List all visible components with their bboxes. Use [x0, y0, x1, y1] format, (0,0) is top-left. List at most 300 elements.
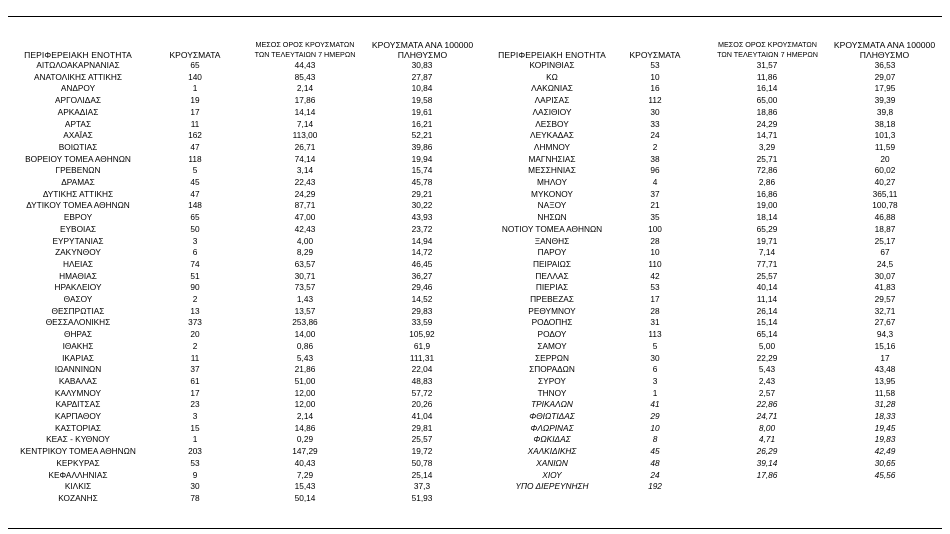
avg-cell: 7,14: [296, 118, 314, 129]
per100k-cell: 25,17: [874, 235, 896, 246]
cases-cell: 3: [192, 411, 198, 421]
avg-cell: 5,43: [758, 364, 776, 375]
cases-cell: 38: [650, 153, 660, 164]
per100k-cell: 14,94: [411, 235, 433, 246]
region-cell: ΚΕΦΑΛΛΗΝΙΑΣ: [48, 469, 108, 480]
region-cell: ΑΝΔΡΟΥ: [60, 83, 96, 94]
cases-cell: 20: [190, 329, 200, 340]
avg-cell: 4,71: [758, 434, 776, 445]
cases-cell: 10: [650, 71, 660, 82]
table-row-right: [0, 177, 950, 189]
cases-cell: 110: [648, 258, 662, 269]
avg-cell: 63,57: [294, 258, 316, 269]
avg-cell: 15,14: [756, 317, 778, 328]
cases-cell: 45: [190, 177, 200, 187]
cases-cell: 5: [192, 165, 198, 176]
cases-cell: 140: [188, 71, 202, 82]
avg-cell: 8,00: [758, 422, 776, 433]
cases-cell: 6: [652, 364, 658, 375]
avg-cell: 77,71: [756, 258, 778, 269]
per100k-cell: 17,95: [874, 83, 896, 94]
avg-cell: 113,00: [292, 130, 318, 141]
cases-cell: 90: [190, 282, 200, 293]
avg-cell: 18,14: [756, 212, 778, 223]
cases-cell: 17: [190, 387, 200, 398]
cases-cell: 24: [650, 469, 660, 480]
cases-cell: 96: [650, 165, 660, 176]
cases-cell: 373: [188, 317, 202, 328]
per100k-cell: 31,28: [874, 399, 896, 410]
region-cell: ΚΟΖΑΝΗΣ: [58, 492, 98, 503]
avg-cell: 44,43: [294, 60, 316, 70]
per100k-cell: 38,18: [874, 118, 896, 129]
avg-cell: 42,43: [294, 223, 316, 234]
avg-cell: 39,14: [756, 457, 778, 468]
cases-cell: 10: [650, 422, 660, 433]
cases-cell: 203: [188, 446, 202, 457]
region-cell: ΜΥΚΟΝΟΥ: [531, 188, 573, 199]
per100k-cell: 60,02: [874, 165, 896, 176]
avg-cell: 74,14: [294, 153, 316, 164]
cases-cell: 17: [190, 106, 200, 117]
region-cell: ΒΟΡΕΙΟΥ ΤΟΜΕΑ ΑΘΗΝΩΝ: [25, 153, 131, 164]
region-cell: ΧΑΝΙΩΝ: [536, 457, 568, 468]
avg-cell: 40,14: [756, 282, 778, 293]
avg-cell: 1,43: [296, 294, 314, 304]
region-cell: ΝΑΞΟΥ: [537, 200, 567, 211]
cases-cell: 11: [190, 352, 200, 363]
per100k-cell: 36,53: [874, 60, 896, 70]
table-row-right: [0, 119, 950, 131]
cases-cell: 65: [190, 212, 200, 223]
per100k-cell: 27,87: [411, 71, 433, 82]
cases-cell: 24: [650, 130, 660, 141]
per100k-cell: 43,93: [411, 212, 433, 223]
cases-cell: 2: [192, 294, 198, 304]
region-cell: ΡΕΘΥΜΝΟΥ: [528, 305, 576, 316]
region-cell: ΧΙΟΥ: [542, 469, 562, 480]
cases-cell: 1: [192, 434, 198, 445]
per100k-cell: 42,49: [874, 446, 896, 457]
cases-cell: 28: [650, 235, 660, 246]
header-avg-left: ΜΕΣΟΣ ΟΡΟΣ ΚΡΟΥΣΜΑΤΩΝ ΤΩΝ ΤΕΛΕΥΤΑΙΩΝ 7 ΗΜΕΡΩΝ: [254, 40, 356, 59]
per100k-cell: 30,83: [411, 60, 433, 70]
table-row-right: [0, 364, 950, 376]
avg-cell: 50,14: [294, 492, 316, 503]
per100k-cell: 67: [880, 247, 890, 258]
avg-cell: 17,86: [294, 95, 316, 106]
region-cell: ΘΑΣΟΥ: [63, 294, 93, 304]
avg-cell: 25,57: [756, 270, 778, 281]
table-row-right: [0, 154, 950, 166]
per100k-cell: 13,95: [874, 375, 896, 386]
cases-cell: 65: [190, 60, 200, 70]
avg-cell: 65,29: [756, 223, 778, 234]
per100k-cell: 39,39: [874, 95, 896, 106]
header-per100k-left: ΚΡΟΥΣΜΑΤΑ ΑΝΑ 100000 ΠΛΗΘΥΣΜΟ: [371, 40, 474, 60]
avg-cell: 47,00: [294, 212, 316, 223]
region-cell: ΛΕΥΚΑΔΑΣ: [530, 130, 574, 141]
per100k-cell: 20: [880, 153, 890, 164]
cases-cell: 45: [650, 446, 660, 457]
header-per100k-right: ΚΡΟΥΣΜΑΤΑ ΑΝΑ 100000 ΠΛΗΘΥΣΜΟ: [833, 40, 936, 60]
region-cell: ΗΜΑΘΙΑΣ: [59, 270, 97, 281]
per100k-cell: 41,04: [411, 411, 433, 421]
region-cell: ΚΕΝΤΡΙΚΟΥ ΤΟΜΕΑ ΑΘΗΝΩΝ: [20, 446, 136, 457]
per100k-cell: 41,83: [874, 282, 896, 293]
cases-cell: 6: [192, 247, 198, 258]
cases-cell: 16: [650, 83, 660, 94]
avg-cell: 2,14: [296, 83, 314, 94]
per100k-cell: 100,78: [872, 200, 898, 211]
avg-cell: 0,86: [296, 340, 314, 351]
per100k-cell: 11,58: [874, 387, 896, 398]
region-cell: ΑΡΓΟΛΙΔΑΣ: [55, 95, 101, 106]
cases-cell: 50: [190, 223, 200, 234]
region-cell: ΙΘΑΚΗΣ: [62, 340, 94, 351]
region-cell: ΚΙΛΚΙΣ: [64, 481, 92, 492]
avg-cell: 13,57: [294, 305, 316, 316]
per100k-cell: 19,72: [411, 446, 433, 457]
cases-cell: 23: [190, 399, 200, 410]
region-cell: ΚΩ: [546, 71, 558, 82]
per100k-cell: 30,07: [874, 270, 896, 281]
avg-cell: 18,86: [756, 106, 778, 117]
avg-cell: 87,71: [294, 200, 316, 211]
per100k-cell: 105,92: [409, 329, 435, 340]
per100k-cell: 45,78: [411, 177, 433, 187]
per100k-cell: 36,27: [411, 270, 433, 281]
cases-cell: 3: [652, 375, 658, 386]
table-row-right: [0, 306, 950, 318]
cases-cell: 30: [650, 352, 660, 363]
region-cell: ΑΡΚΑΔΙΑΣ: [57, 106, 99, 117]
per100k-cell: 29,46: [411, 282, 433, 293]
table-row-right: [0, 376, 950, 388]
region-cell: ΔΥΤΙΚΟΥ ΤΟΜΕΑ ΑΘΗΝΩΝ: [26, 200, 130, 211]
top-rule: [8, 16, 942, 17]
bottom-rule: [8, 528, 942, 529]
cases-cell: 53: [190, 457, 200, 468]
per100k-cell: 39,8: [876, 106, 894, 117]
region-cell: ΘΕΣΠΡΩΤΙΑΣ: [51, 305, 105, 316]
cases-cell: 2: [192, 340, 198, 351]
avg-cell: 3,14: [296, 165, 314, 176]
table-row-right: [0, 142, 950, 154]
cases-cell: 192: [648, 481, 662, 492]
table-row-right: [0, 60, 950, 72]
table-row-right: [0, 317, 950, 329]
region-cell: ΠΕΙΡΑΙΩΣ: [533, 258, 571, 269]
cases-cell: 13: [190, 305, 200, 316]
table-row-right: [0, 458, 950, 470]
cases-cell: 19: [190, 95, 200, 106]
avg-cell: 12,00: [294, 399, 316, 410]
cases-cell: 29: [650, 411, 660, 421]
table-row-right: [0, 200, 950, 212]
cases-cell: 118: [188, 153, 202, 164]
per100k-cell: 39,86: [411, 141, 433, 152]
table-row-right: [0, 83, 950, 95]
region-cell: ΛΕΣΒΟΥ: [535, 118, 569, 129]
per100k-cell: 19,94: [411, 153, 433, 164]
avg-cell: 65,00: [756, 95, 778, 106]
region-cell: ΧΑΛΚΙΔΙΚΗΣ: [527, 446, 577, 457]
per100k-cell: 19,61: [411, 106, 433, 117]
table-row-right: [0, 271, 950, 283]
region-cell: ΛΑΚΩΝΙΑΣ: [531, 83, 573, 94]
region-cell: ΡΟΔΟΠΗΣ: [531, 317, 573, 328]
region-cell: ΚΕΑΣ - ΚΥΘΝΟΥ: [46, 434, 110, 445]
cases-cell: 74: [190, 258, 200, 269]
avg-cell: 2,86: [758, 177, 776, 187]
per100k-cell: 57,72: [411, 387, 433, 398]
avg-cell: 2,43: [758, 375, 776, 386]
region-cell: ΠΑΡΟΥ: [537, 247, 567, 258]
cases-cell: 37: [190, 364, 200, 375]
avg-cell: 4,00: [296, 235, 314, 246]
table-row-right: [0, 399, 950, 411]
region-cell: ΜΗΛΟΥ: [537, 177, 567, 187]
cases-cell: 28: [650, 305, 660, 316]
cases-cell: 53: [650, 282, 660, 293]
avg-cell: 51,00: [294, 375, 316, 386]
region-cell: ΛΑΡΙΣΑΣ: [534, 95, 570, 106]
cases-cell: 41: [650, 399, 660, 410]
avg-cell: 3,29: [758, 141, 776, 152]
avg-cell: 8,29: [296, 247, 314, 258]
cases-cell: 162: [188, 130, 202, 141]
cases-cell: 30: [650, 106, 660, 117]
avg-cell: 5,00: [758, 340, 776, 351]
per100k-cell: 16,21: [411, 118, 433, 129]
table-row-right: [0, 236, 950, 248]
region-cell: ΙΚΑΡΙΑΣ: [62, 352, 94, 363]
cases-cell: 47: [190, 141, 200, 152]
per100k-cell: 29,81: [411, 422, 433, 433]
avg-cell: 21,86: [294, 364, 316, 375]
per100k-cell: 32,71: [874, 305, 896, 316]
region-cell: ΚΕΡΚΥΡΑΣ: [56, 457, 100, 468]
region-cell: ΦΩΚΙΔΑΣ: [533, 434, 571, 445]
cases-cell: 1: [192, 83, 198, 94]
avg-cell: 2,57: [758, 387, 776, 398]
per100k-cell: 18,87: [874, 223, 896, 234]
per100k-cell: 25,14: [411, 469, 433, 480]
table-row-right: [0, 294, 950, 306]
region-cell: ΠΕΛΛΑΣ: [535, 270, 569, 281]
avg-cell: 25,71: [756, 153, 778, 164]
avg-cell: 26,71: [294, 141, 316, 152]
per100k-cell: 52,21: [411, 130, 433, 141]
avg-cell: 7,29: [296, 469, 314, 480]
cases-table: [0, 60, 950, 520]
header-region-left: ΠΕΡΙΦΕΡΕΙΑΚΗ ΕΝΟΤΗΤΑ: [24, 50, 132, 60]
cases-cell: 4: [652, 177, 658, 187]
avg-cell: 11,86: [756, 71, 778, 82]
cases-cell: 61: [190, 375, 200, 386]
avg-cell: 85,43: [294, 71, 316, 82]
region-cell: ΑΝΑΤΟΛΙΚΗΣ ΑΤΤΙΚΗΣ: [33, 71, 123, 82]
per100k-cell: 24,5: [876, 258, 894, 269]
region-cell: ΗΡΑΚΛΕΙΟΥ: [54, 282, 102, 293]
per100k-cell: 14,72: [411, 247, 433, 258]
cases-cell: 47: [190, 188, 200, 199]
avg-cell: 12,00: [294, 387, 316, 398]
avg-cell: 22,43: [294, 177, 316, 187]
avg-cell: 19,71: [756, 235, 778, 246]
per100k-cell: 48,83: [411, 375, 433, 386]
cases-cell: 10: [650, 247, 660, 258]
region-cell: ΕΥΡΥΤΑΝΙΑΣ: [52, 235, 104, 246]
per100k-cell: 19,83: [874, 434, 896, 445]
cases-cell: 9: [192, 469, 198, 480]
cases-cell: 21: [650, 200, 660, 211]
header-cases-right: ΚΡΟΥΣΜΑΤΑ: [629, 50, 681, 60]
cases-cell: 53: [650, 60, 660, 70]
avg-cell: 22,29: [756, 352, 778, 363]
avg-cell: 72,86: [756, 165, 778, 176]
avg-cell: 14,71: [756, 130, 778, 141]
per100k-cell: 11,59: [874, 141, 896, 152]
header-cases-left: ΚΡΟΥΣΜΑΤΑ: [169, 50, 221, 60]
table-row-right: [0, 329, 950, 341]
avg-cell: 15,43: [294, 481, 316, 492]
region-cell: ΝΗΣΩΝ: [537, 212, 567, 223]
cases-cell: 30: [190, 481, 200, 492]
region-cell: ΤΡΙΚΑΛΩΝ: [531, 399, 573, 410]
per100k-cell: 29,83: [411, 305, 433, 316]
region-cell: ΝΟΤΙΟΥ ΤΟΜΕΑ ΑΘΗΝΩΝ: [501, 223, 603, 234]
avg-cell: 65,14: [756, 329, 778, 340]
per100k-cell: 19,58: [411, 95, 433, 106]
region-cell: ΚΑΣΤΟΡΙΑΣ: [54, 422, 102, 433]
avg-cell: 147,29: [292, 446, 318, 457]
region-cell: ΔΥΤΙΚΗΣ ΑΤΤΙΚΗΣ: [42, 188, 114, 199]
region-cell: ΙΩΑΝΝΙΝΩΝ: [54, 364, 102, 375]
cases-cell: 17: [650, 294, 660, 304]
region-cell: ΚΑΛΥΜΝΟΥ: [54, 387, 102, 398]
avg-cell: 30,71: [294, 270, 316, 281]
region-cell: ΒΟΙΩΤΙΑΣ: [58, 141, 98, 152]
avg-cell: 31,57: [756, 60, 778, 70]
cases-cell: 15: [190, 422, 200, 433]
table-row-right: [0, 411, 950, 423]
table-row-right: [0, 72, 950, 84]
avg-cell: 17,86: [756, 469, 778, 480]
per100k-cell: 20,26: [411, 399, 433, 410]
region-cell: ΣΕΡΡΩΝ: [535, 352, 569, 363]
cases-cell: 8: [652, 434, 658, 445]
region-cell: ΣΥΡΟΥ: [538, 375, 566, 386]
avg-cell: 22,86: [756, 399, 778, 410]
region-cell: ΑΙΤΩΛΟΑΚΑΡΝΑΝΙΑΣ: [36, 60, 120, 70]
region-cell: ΤΗΝΟΥ: [537, 387, 567, 398]
per100k-cell: 40,27: [874, 177, 896, 187]
table-row-right: [0, 446, 950, 458]
per100k-cell: 10,84: [411, 83, 433, 94]
region-cell: ΡΟΔΟΥ: [537, 329, 567, 340]
region-cell: ΚΟΡΙΝΘΙΑΣ: [529, 60, 575, 70]
per100k-cell: 46,88: [874, 212, 896, 223]
region-cell: ΕΒΡΟΥ: [63, 212, 93, 223]
per100k-cell: 15,74: [411, 165, 433, 176]
region-cell: ΛΗΜΝΟΥ: [533, 141, 571, 152]
per100k-cell: 15,16: [874, 340, 896, 351]
avg-cell: 11,14: [756, 294, 778, 304]
region-cell: ΜΑΓΝΗΣΙΑΣ: [528, 153, 576, 164]
header-region-right: ΠΕΡΙΦΕΡΕΙΑΚΗ ΕΝΟΤΗΤΑ: [498, 50, 606, 60]
per100k-cell: 29,57: [874, 294, 896, 304]
region-cell: ΛΑΣΙΘΙΟΥ: [532, 106, 572, 117]
cases-cell: 3: [192, 235, 198, 246]
table-row-right: [0, 130, 950, 142]
cases-cell: 113: [648, 329, 662, 340]
per100k-cell: 101,3: [874, 130, 896, 141]
region-cell: ΚΑΒΑΛΑΣ: [58, 375, 98, 386]
cases-cell: 2: [652, 141, 658, 152]
avg-cell: 24,29: [294, 188, 316, 199]
region-cell: ΞΑΝΘΗΣ: [534, 235, 570, 246]
per100k-cell: 19,45: [874, 422, 896, 433]
cases-cell: 42: [650, 270, 660, 281]
cases-cell: 1: [652, 387, 658, 398]
avg-cell: 40,43: [294, 457, 316, 468]
per100k-cell: 30,22: [411, 200, 433, 211]
table-row-right: [0, 470, 950, 482]
table-row-right: [0, 388, 950, 400]
avg-cell: 26,29: [756, 446, 778, 457]
per100k-cell: 37,3: [413, 481, 431, 492]
region-cell: ΣΑΜΟΥ: [537, 340, 567, 351]
per100k-cell: 14,52: [411, 294, 433, 304]
per100k-cell: 365,11: [872, 188, 898, 199]
avg-cell: 73,57: [294, 282, 316, 293]
table-row-right: [0, 107, 950, 119]
region-cell: ΠΡΕΒΕΖΑΣ: [530, 294, 574, 304]
per100k-cell: 23,72: [411, 223, 433, 234]
per100k-cell: 50,78: [411, 457, 433, 468]
table-row-right: [0, 282, 950, 294]
per100k-cell: 18,33: [874, 411, 896, 421]
table-row-right: [0, 247, 950, 259]
avg-cell: 19,00: [756, 200, 778, 211]
table-row-right: [0, 95, 950, 107]
cases-cell: 11: [190, 118, 200, 129]
table-row-right: [0, 341, 950, 353]
per100k-cell: 94,3: [876, 329, 894, 340]
table-row-right: [0, 481, 950, 493]
table-row-right: [0, 165, 950, 177]
region-cell: ΜΕΣΣΗΝΙΑΣ: [528, 165, 576, 176]
region-cell: ΑΡΤΑΣ: [64, 118, 92, 129]
region-cell: ΠΙΕΡΙΑΣ: [535, 282, 569, 293]
per100k-cell: 33,59: [411, 317, 433, 328]
cases-cell: 112: [648, 95, 662, 106]
per100k-cell: 43,48: [874, 364, 896, 375]
table-row-left: [0, 493, 950, 505]
region-cell: ΗΛΕΙΑΣ: [62, 258, 94, 269]
per100k-cell: 27,67: [874, 317, 896, 328]
per100k-cell: 45,56: [874, 469, 896, 480]
avg-cell: 24,71: [756, 411, 778, 421]
per100k-cell: 17: [880, 352, 890, 363]
per100k-cell: 30,65: [874, 457, 896, 468]
region-cell: ΘΕΣΣΑΛΟΝΙΚΗΣ: [45, 317, 111, 328]
per100k-cell: 25,57: [411, 434, 433, 445]
table-row-right: [0, 212, 950, 224]
region-cell: ΦΘΙΩΤΙΔΑΣ: [529, 411, 575, 421]
